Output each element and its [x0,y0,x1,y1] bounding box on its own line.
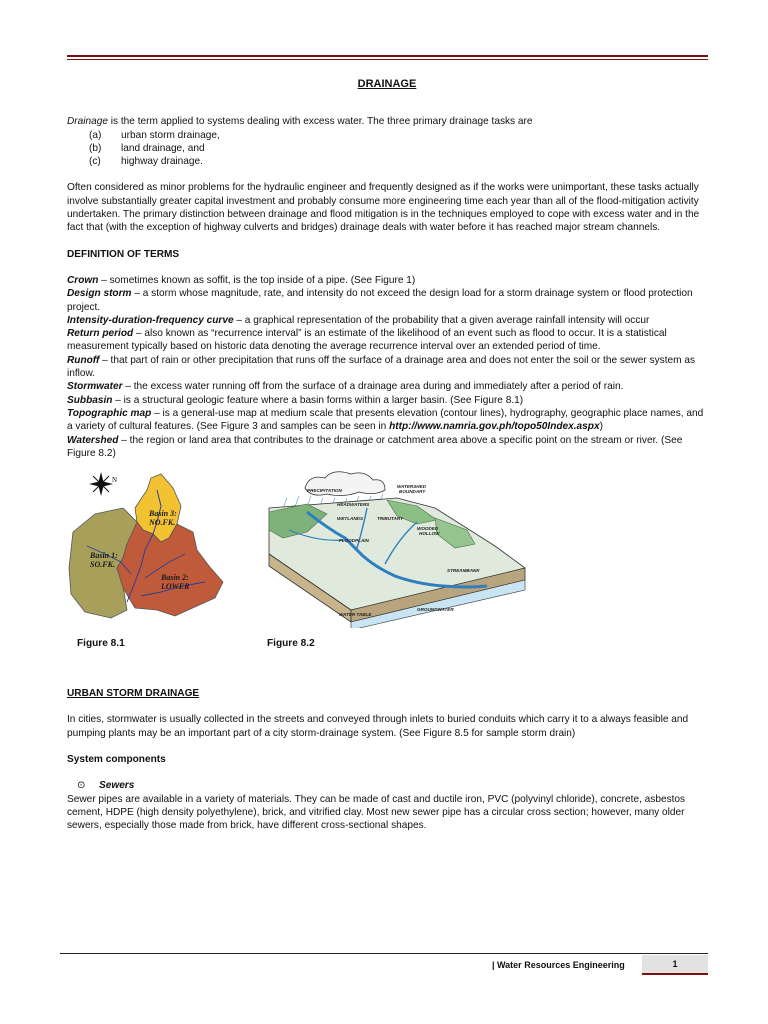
list-item [67,129,707,142]
definition-item [67,314,707,327]
definition-item [67,287,707,314]
list-marker: (a) [89,129,102,141]
definition-item [67,380,707,393]
definition-term: Intensity-duration-frequency curve [67,314,234,326]
sewers-item [67,779,707,792]
footer-title: | Water Resources Engineering [492,960,625,970]
urban-drainage-paragraph: In cities, stormwater is usually collected in the streets and conveyed through inlets to buried conduits which carry it to a always feasible and pumping plants may be an important part of a city storm-drainage system. (See Figure 8.5 for sample storm drain) [67,714,689,739]
intro-text: is the term applied to systems dealing with excess water. The three primary drainage tasks are [107,116,533,128]
definition-text: – sometimes known as soffit, is the top inside of a pipe. (See Figure 1) [98,274,416,286]
intro-term: Drainage [67,116,108,128]
basin-2-shape [117,522,223,616]
boundary-label-2: BOUNDARY [399,489,426,495]
figure-8-2-caption: Figure 8.2 [267,638,315,650]
circle-bullet-icon: ⊙ [77,780,86,792]
figure-8-1-caption: Figure 8.1 [77,638,125,650]
definition-term: Stormwater [67,381,123,393]
basin-2-label: Basin 2: [161,573,189,583]
list-marker: (c) [89,156,101,168]
definition-item [67,274,707,287]
figures-row [67,468,707,653]
definition-text: – also known as “recurrence interval” is an estimate of the likelihood of an event such as flood to occur. It is a statistical measurement typically based on historic data denoting the average recurrence interval over an extended period of time. [67,328,667,353]
sewers-label: Sewers [99,780,135,792]
drainage-task-list [67,129,707,169]
intro-paragraph [67,115,707,128]
definition-item [67,354,707,381]
definition-text: – the excess water running off from the surface of a drainage area during and immediately after a period of rain. [122,381,624,393]
distinction-paragraph: Often considered as minor problems for the hydraulic engineer and frequently designed as if the works were unimportant, these tasks actually involve substantially greater capital investment and probably consume more engineering time each year than all of the flood-mitigation activity undertaken. The primary distinction between drainage and flood mitigation is in the techniques employed to cope with excess water and in the fact that (with the exception of highway culverts and bridges) drainage deals with water before it has reached major stream channels. [67,182,700,234]
definition-text: ) [599,421,603,433]
definition-term: Subbasin [67,394,113,406]
definitions-list [67,274,707,460]
header-rule [67,55,708,57]
boundary-label: WATERSHED [397,484,427,490]
list-label: urban storm drainage, [121,129,220,141]
list-item [67,155,707,168]
definition-text: – is a general-use map at medium scale that presents elevation (contour lines), hydrography, geographic place names, and a variety of cultural features. (See Figure 3 and samples can be seen in [67,407,704,433]
definitions-heading: DEFINITION OF TERMS [67,248,180,260]
definition-text: – is a structural geologic feature where a basin forms within a larger basin. (See Figure 8.1) [112,394,524,406]
compass-label: N [112,476,118,485]
definition-term: Runoff [67,354,100,366]
definition-term: Crown [67,274,99,286]
definition-term: Design storm [67,288,132,300]
groundwater-label: GROUNDWATER [417,607,454,613]
watershed-diagram-figure [267,468,527,628]
wooded-label: WOODED [417,526,439,532]
floodplain-label: FLOODPLAIN [339,538,369,544]
water-table-label: WATER TABLE [339,612,372,618]
precipitation-label: PRECIPITATION [307,488,342,494]
definition-text: – a storm whose magnitude, rate, and intensity do not exceed the design load for a storm drainage system or flood protection project. [67,288,693,313]
header-rule-thin [67,59,708,60]
page-number: 1 [642,955,708,975]
urban-drainage-heading: URBAN STORM DRAINAGE [67,688,200,700]
hollow-label: HOLLOW [419,531,440,537]
streambank-label: STREAMBANK [447,568,480,574]
tributary-label: TRIBUTARY [377,516,404,522]
definition-term: Watershed [67,434,119,446]
definition-item [67,327,707,354]
list-marker: (b) [89,142,102,154]
basin-2-code: LOWER [161,582,190,592]
basin-1-code: SO.FK. [90,560,115,570]
system-components-heading: System components [67,754,166,766]
definition-item [67,407,707,434]
definition-term: Topographic map [67,407,152,419]
headwaters-label: HEADWATERS [337,502,370,508]
list-label: highway drainage. [121,156,203,168]
definition-item [67,394,707,407]
basin-3-label: Basin 3: [149,509,177,519]
list-label: land drainage, and [121,142,205,154]
basin-1-label: Basin 1: [90,551,118,561]
sewers-paragraph: Sewer pipes are available in a variety of materials. They can be made of cast and ductile iron, PVC (polyvinyl chloride), concrete, asbestos cement, HDPE (high density polyethylene), brick, and vitrified clay. Most new sewer pipe has a circular cross section; however, many older sewers, especially those made from brick, have different cross-sectional shapes. [67,793,686,832]
footer-rule [60,953,708,954]
page-title: DRAINAGE [357,78,417,90]
definition-item [67,434,707,461]
namria-link[interactable]: http://www.namria.gov.ph/topo50Index.aspx [389,421,600,433]
compass-icon [89,472,117,496]
wetlands-label: WETLANDS [337,516,364,522]
subbasin-map-figure [65,470,245,622]
page-content [67,78,707,833]
basin-3-code: NO.FK. [149,518,176,528]
definition-text: – the region or land area that contributes to the drainage or catchment area above a specific point on the stream or river. (See Figure 8.2) [67,434,683,459]
definition-text: – a graphical representation of the probability that a given average rainfall intensity will occur [233,314,650,326]
definition-text: – that part of rain or other precipitation that runs off the surface of a drainage area and does not enter the soil or the sewer system as inflow. [67,354,696,380]
list-item [67,142,707,155]
definition-term: Return period [67,328,134,340]
